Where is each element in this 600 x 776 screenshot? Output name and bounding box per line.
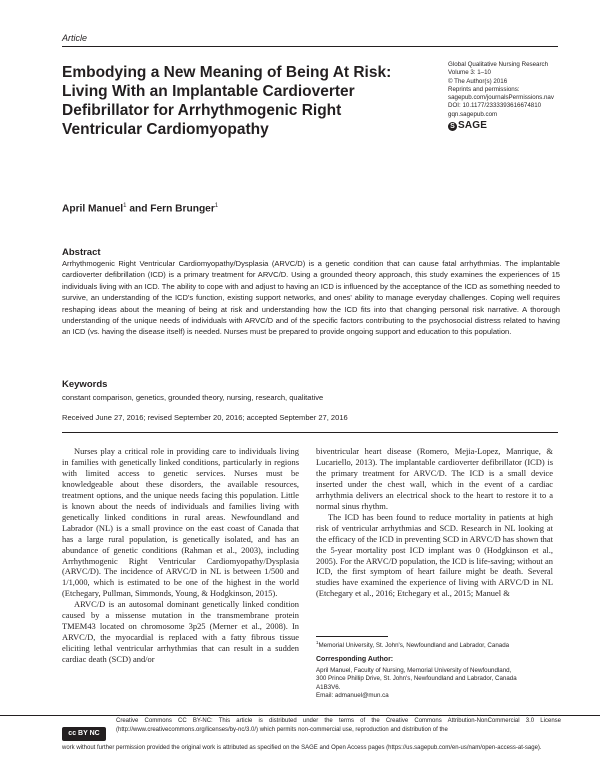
abstract-heading: Abstract xyxy=(62,247,101,258)
sage-logo xyxy=(448,120,487,131)
corr-line: 300 Prince Phillip Drive, St. John's, Newfoundland and Labrador, Canada xyxy=(316,675,517,683)
author-list xyxy=(62,203,218,214)
body-paragraph: biventricular heart disease (Romero, Mejia-Lopez, Manrique, & Lucariello, 2013). The implantable cardioverter defibrillator (ICD) is the primary treatment for ARVC/D. The ICD is a small device inserted under the chest wall, which in the event of a cardiac arrhythmia delivers an electrical shock to the heart to restore it to a normal sinus rhythm. xyxy=(316,446,553,511)
journal-url[interactable]: gqn.sagepub.com xyxy=(448,110,498,118)
journal-permissions-link[interactable]: sagepub.com/journalsPermissions.nav xyxy=(448,94,554,102)
header-divider xyxy=(62,46,558,47)
creative-commons-icon: cc BY NC xyxy=(62,727,106,741)
license-text: Creative Commons CC BY-NC: This article is distributed under the terms of the Creative Commons Attribution-NonCommercial 3.0 License (http://www.creativecommons.org/licenses/by-nc/3.0/) which permits non-commercial use, reproduction and distribution of the xyxy=(116,718,561,733)
corresponding-author-details xyxy=(316,667,566,701)
article-type-label: Article xyxy=(62,33,88,43)
journal-doi[interactable]: DOI: 10.1177/2333393616674810 xyxy=(448,102,542,110)
corr-email[interactable]: Email: admanuel@mun.ca xyxy=(316,692,389,700)
body-column-left xyxy=(62,446,299,665)
keywords-heading: Keywords xyxy=(62,379,108,390)
journal-info xyxy=(448,61,588,119)
body-column-right xyxy=(316,446,553,599)
journal-copyright: © The Author(s) 2016 xyxy=(448,77,508,85)
article-dates: Received June 27, 2016; revised September 20, 2016; accepted September 27, 2016 xyxy=(62,413,348,422)
sage-logo-text: SAGE xyxy=(458,120,488,131)
journal-name: Global Qualitative Nursing Research xyxy=(448,61,549,68)
corr-line: April Manuel, Faculty of Nursing, Memorial University of Newfoundland, xyxy=(316,667,512,674)
body-paragraph: The ICD has been found to reduce mortality in patients at high risk of ventricular arrhythmias and SCD. Research in NL looking at the efficacy of the ICD in preventing SCD in ARVC/D has shown that the 5-year mortality post ICD implant was 0 (Hodgkinson et al., 2005). For the ARVC/D population, the ICD is life-saving; without an ICD, the first symptom of heart failure might be death. Several studies have examined the experience of living with ARVC/D in NL (Etchegary et al., 2016; Etchegary et al., 2015; Manuel & xyxy=(316,511,553,599)
author-name: April Manuel xyxy=(62,203,124,215)
affiliation-marker: 1 xyxy=(316,640,319,645)
body-paragraph: Nurses play a critical role in providing care to individuals living in families with genetically linked conditions, particularly in regions with limited access to genetic services. Nurses must be knowledgeable about these disorders, the available resources, treatment options, and the unique needs facing this population. Little is known about the needs of individuals and families living with genetically linked conditions in rural areas. Newfoundland and Labrador (NL) is a small province on the east coast of Canada that has a large rural population, is genetically isolated, and has an abundance of genetic conditions (Rahman et al., 2003), including Arrhythmogenic Right Ventricular Cardiomyopathy/Dysplasia (ARVC/D). The incidence of ARVC/D in NL is between 1/500 and 1/1,000, which is estimated to be one of the highest in the world (Etchegary, Pullman, Simmonds, Young, & Hodgkinson, 2015). xyxy=(62,446,299,599)
corr-line: A1B3V6. xyxy=(316,683,341,691)
author-conjunction: and xyxy=(126,203,151,215)
journal-volume: Volume 3: 1–10 xyxy=(448,69,492,77)
footnote-divider xyxy=(316,636,388,637)
keywords-text: constant comparison, genetics, grounded theory, nursing, research, qualitative xyxy=(62,393,324,402)
body-divider xyxy=(62,432,558,433)
article-title: Embodying a New Meaning of Being At Risk: Living With an Implantable Cardioverter Defibrillator for Arrhythmogenic Right Ventricular Cardiomyopathy xyxy=(62,64,392,138)
sage-logo-icon: S xyxy=(448,122,457,131)
license-divider xyxy=(0,715,600,716)
license-text-continued: work without further permission provided the original work is attributed as specified on the SAGE and Open Access pages (https://us.sagepub.com/en-us/nam/open-access-at-sage). xyxy=(62,745,542,751)
journal-reprints: Reprints and permissions: xyxy=(448,85,520,93)
author-affil-marker: 1 xyxy=(214,203,219,209)
corresponding-author-heading: Corresponding Author: xyxy=(316,656,394,663)
affiliation-note xyxy=(316,640,509,649)
author-name: Fern Brunger xyxy=(150,203,215,215)
body-paragraph: ARVC/D is an autosomal dominant genetically linked condition caused by a missense mutation in the transmembrane protein TMEM43 located on chromosome 3p25 (Merner et al., 2008). In ARVC/D, the myocardial is replaced with a fatty fibrous tissue eliciting lethal ventricular arrhythmias that can result in a sudden cardiac death (SCD) and/or xyxy=(62,599,299,665)
abstract-text: Arrhythmogenic Right Ventricular Cardiomyopathy/Dysplasia (ARVC/D) is a genetic condition that can cause fatal arrhythmias. The implantable cardioverter defibrillation (ICD) is a primary treatment for ARVC/D. Using a grounded theory approach, this study examines the experiences of 15 individuals living with an ICD. The ability to cope with and adjust to having an ICD is influenced by the acceptance of the ICD as something needed to survive, an understanding of the ICD's function, existing support networks, and ones' ability to manage everyday challenges. Coping well requires reshaping ideas about the meaning of being at risk and understanding how the ICD fits into that changing personal risk narrative. A thorough understanding of the unique needs of individuals with ARVC/D and of the specific factors contributing to the psychosocial distress related to having an ICD (vs. having the disease itself) is needed. Nurses must be prepared to provide ongoing support and education to this population. xyxy=(62,259,560,337)
affiliation-text: Memorial University, St. John's, Newfoundland and Labrador, Canada xyxy=(318,642,510,650)
author-affil-marker: 1 xyxy=(123,203,127,209)
